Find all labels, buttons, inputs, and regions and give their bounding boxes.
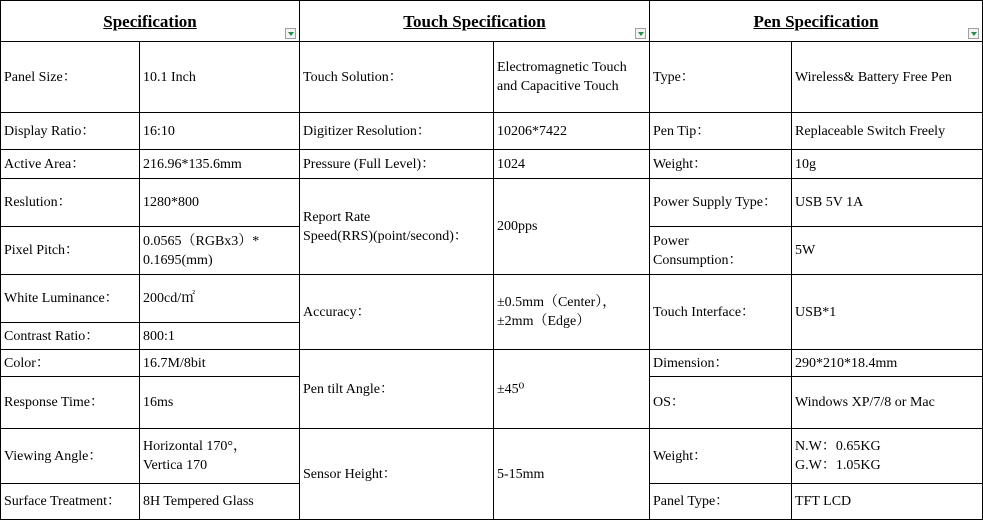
pen-tilt-value: ±45⁰: [494, 350, 650, 429]
touch-interface-value: USB*1: [792, 275, 983, 350]
power-consumption-label: [650, 227, 792, 275]
viewing-angle-line1: Horizontal 170°，: [143, 439, 247, 454]
touch-solution-value: [494, 42, 650, 113]
digitizer-resolution-label: Digitizer Resolution：: [300, 113, 494, 150]
touch-specification-header-text: Touch Specification: [403, 11, 546, 31]
panel-type-label: Panel Type：: [650, 484, 792, 520]
panel-size-value: 10.1 Inch: [140, 42, 300, 113]
active-area-value: 216.96*135.6mm: [140, 150, 300, 179]
power-supply-value: USB 5V 1A: [792, 179, 983, 227]
contrast-ratio-value: 800:1: [140, 323, 300, 350]
accuracy-value: [494, 275, 650, 350]
net-weight-line: N.W：0.65KG: [795, 439, 881, 454]
pen-specification-header: [650, 1, 983, 42]
table-row: [1, 42, 983, 113]
table-row: [1, 429, 983, 484]
power-consumption-line2: Consumption：: [653, 252, 743, 268]
table-row: [1, 350, 983, 377]
pen-weight-value: 10g: [792, 150, 983, 179]
color-value: 16.7M/8bit: [140, 350, 300, 377]
response-time-label: Response Time：: [1, 377, 140, 429]
specification-header: [1, 1, 300, 42]
display-ratio-label: Display Ratio：: [1, 113, 140, 150]
viewing-angle-value: [140, 429, 300, 484]
specification-header-text: Specification: [103, 11, 197, 31]
gross-weight-value: [792, 429, 983, 484]
pressure-label: Pressure (Full Level)：: [300, 150, 494, 179]
filter-dropdown-icon[interactable]: [968, 28, 979, 39]
resolution-value: 1280*800: [140, 179, 300, 227]
power-consumption-line1: Power: [653, 233, 689, 249]
contrast-ratio-label: Contrast Ratio：: [1, 323, 140, 350]
touch-specification-header: [300, 1, 650, 42]
pen-type-label: Type：: [650, 42, 792, 113]
accuracy-line1: ±0.5mm（Center），: [497, 295, 617, 310]
white-luminance-label: White Luminance：: [1, 275, 140, 323]
viewing-angle-line2: Vertica 170: [143, 458, 208, 473]
touch-solution-line1: Electromagnetic Touch: [497, 60, 627, 75]
touch-interface-label: Touch Interface：: [650, 275, 792, 350]
viewing-angle-label: Viewing Angle：: [1, 429, 140, 484]
power-consumption-value: 5W: [792, 227, 983, 275]
header-row: [1, 1, 983, 42]
panel-type-value: TFT LCD: [792, 484, 983, 520]
os-label: OS：: [650, 377, 792, 429]
gross-weight-label: Weight：: [650, 429, 792, 484]
table-row: [1, 150, 983, 179]
power-supply-label: Power Supply Type：: [650, 179, 792, 227]
pixel-pitch-line2: 0.1695(mm): [143, 252, 213, 268]
panel-size-label: Panel Size：: [1, 42, 140, 113]
resolution-label: Reslution：: [1, 179, 140, 227]
color-label: Color：: [1, 350, 140, 377]
pen-tip-value: Replaceable Switch Freely: [792, 113, 983, 150]
pen-tilt-label: Pen tilt Angle：: [300, 350, 494, 429]
pressure-value: 1024: [494, 150, 650, 179]
accuracy-label: Accuracy：: [300, 275, 494, 350]
digitizer-resolution-value: 10206*7422: [494, 113, 650, 150]
sensor-height-label: Sensor Height：: [300, 429, 494, 520]
touch-solution-label: Touch Solution：: [300, 42, 494, 113]
report-rate-line2: Speed(RRS)(point/second)：: [303, 228, 468, 244]
response-time-value: 16ms: [140, 377, 300, 429]
table-row: [1, 179, 983, 227]
pen-tip-label: Pen Tip：: [650, 113, 792, 150]
filter-dropdown-icon[interactable]: [635, 28, 646, 39]
os-value: Windows XP/7/8 or Mac: [792, 377, 983, 429]
sensor-height-value: 5-15mm: [494, 429, 650, 520]
pen-specification-header-text: Pen Specification: [753, 11, 879, 31]
pixel-pitch-value: [140, 227, 300, 275]
accuracy-line2: ±2mm（Edge）: [497, 314, 591, 329]
filter-dropdown-icon[interactable]: [285, 28, 296, 39]
pen-weight-label: Weight：: [650, 150, 792, 179]
dimension-label: Dimension：: [650, 350, 792, 377]
touch-solution-line2: and Capacitive Touch: [497, 79, 619, 94]
pen-type-value: Wireless& Battery Free Pen: [792, 42, 983, 113]
display-ratio-value: 16:10: [140, 113, 300, 150]
active-area-label: Active Area：: [1, 150, 140, 179]
pixel-pitch-label: Pixel Pitch：: [1, 227, 140, 275]
report-rate-value: 200pps: [494, 179, 650, 275]
gross-weight-line: G.W：1.05KG: [795, 458, 881, 473]
white-luminance-value: 200cd/㎡: [140, 275, 300, 323]
pixel-pitch-line1: 0.0565（RGBx3）*: [143, 233, 260, 249]
dimension-value: 290*210*18.4mm: [792, 350, 983, 377]
report-rate-line1: Report Rate: [303, 209, 371, 225]
report-rate-label: [300, 179, 494, 275]
surface-treatment-label: Surface Treatment：: [1, 484, 140, 520]
surface-treatment-value: 8H Tempered Glass: [140, 484, 300, 520]
table-row: [1, 113, 983, 150]
table-row: [1, 275, 983, 323]
